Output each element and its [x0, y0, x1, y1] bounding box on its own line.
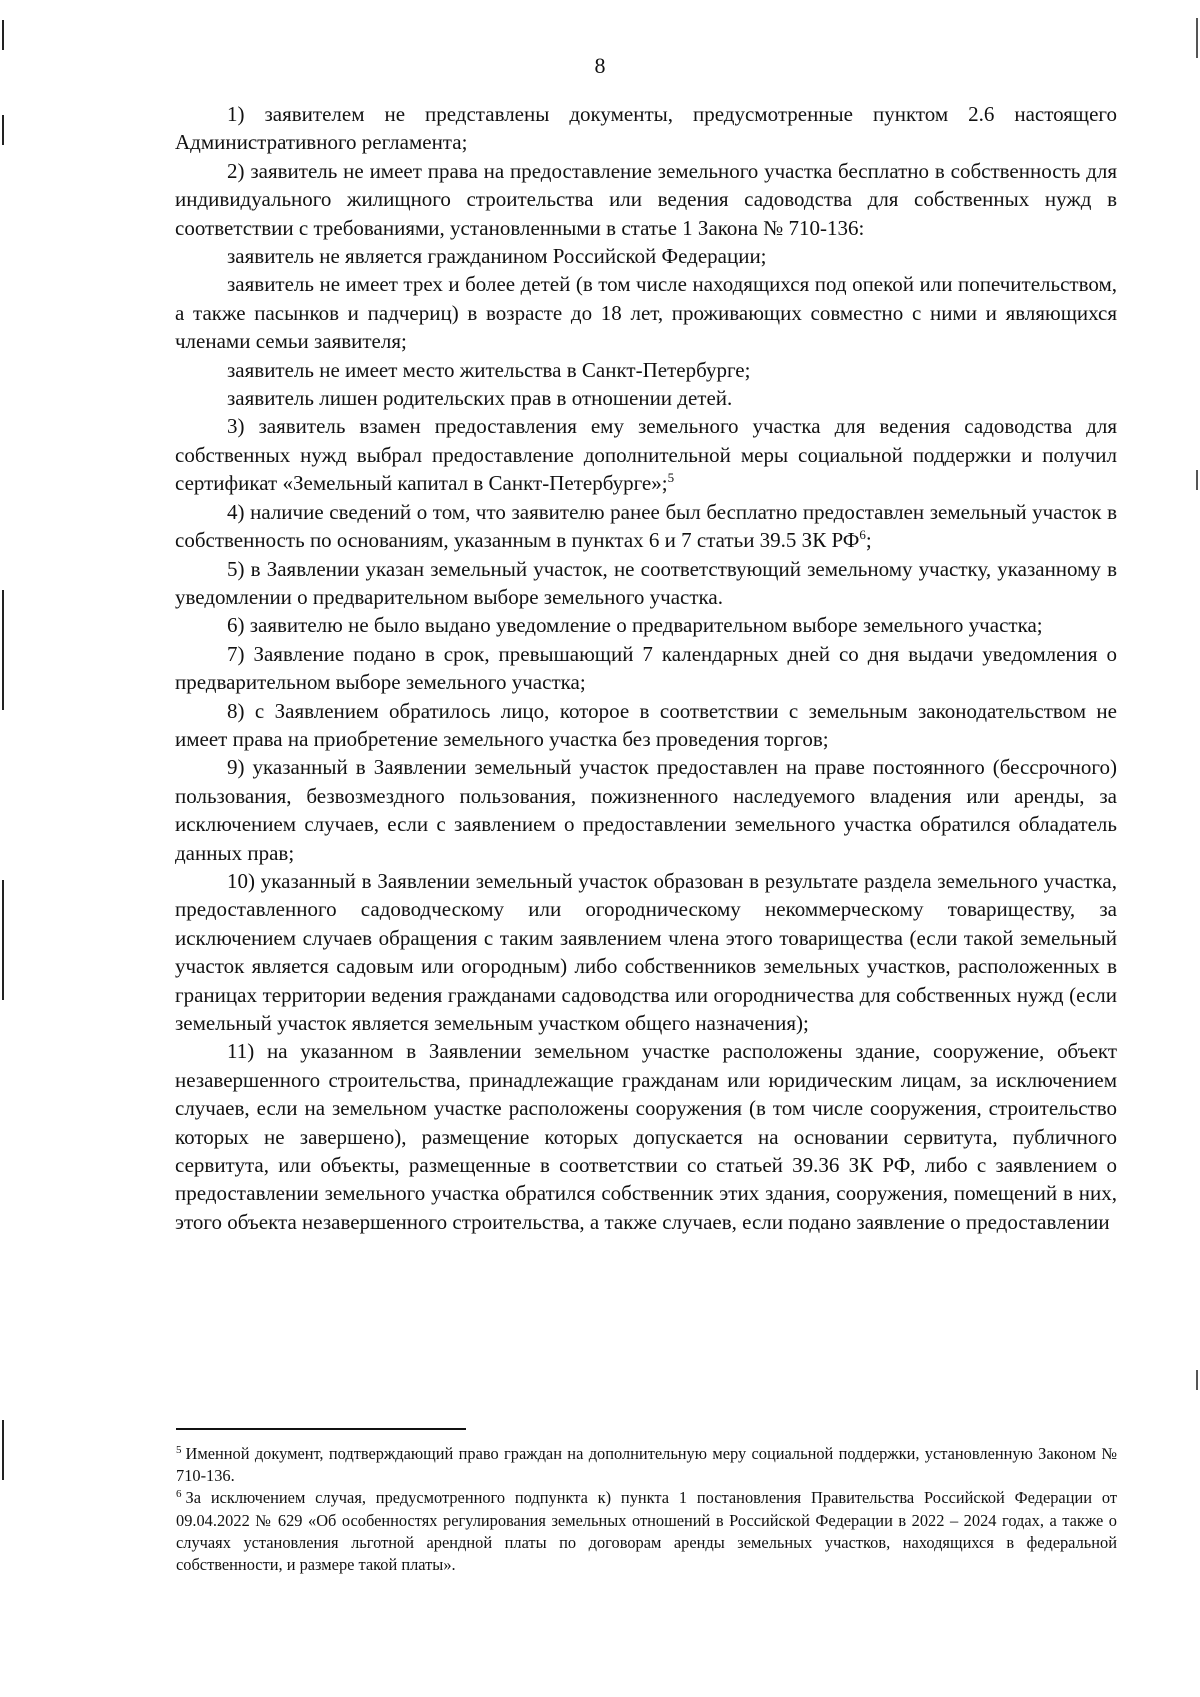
- paragraph: 1) заявителем не представлены документы, предусмотренные пунктом 2.6 настоящего Административного регламента;: [175, 102, 1117, 155]
- paragraph: [175, 498, 1117, 555]
- paragraph: заявитель лишен родительских прав в отношении детей.: [227, 386, 733, 411]
- paragraph: заявитель не имеет трех и более детей (в том числе находящихся под опекой или попечительством, а также пасынков и падчериц) в возрасте до 18 лет, проживающих совместно с ними и являющихся членами семьи заявителя;: [175, 272, 1117, 354]
- paragraph: 5) в Заявлении указан земельный участок, не соответствующий земельному участку, указанному в уведомлении о предварительном выборе земельного участка.: [175, 556, 1117, 609]
- footnote-divider: [176, 1428, 466, 1430]
- main-text: [175, 100, 1117, 1236]
- paragraph: 7) Заявление подано в срок, превышающий 7 календарных дней со дня выдачи уведомления о предварительном выборе земельного участка;: [175, 641, 1117, 695]
- paragraph: 11) на указанном в Заявлении земельном участке расположены здание, сооружение, объект незавершенного строительства, принадлежащие гражданам или юридическим лицам, за исключением случаев, если на земельном участке расположены сооружения (в том числе сооружения, строительство которых не завершено), размещение которых допускается на основании сервитута, публичного сервитута, или объекты, размещенные в соответствии со статьей 39.36 ЗК РФ, либо с заявлением о предоставлении земельного участка обратился собственник этих здания, сооружения, помещений в них, этого объекта незавершенного строительства, а также случаев, если подано заявление о предоставлении: [175, 1039, 1117, 1234]
- paragraph-text: 4) наличие сведений о том, что заявителю ранее был бесплатно предоставлен земельный участок в собственность по основаниям, указанным в пунктах 6 и 7 статьи 39.5 ЗК РФ: [175, 499, 1117, 553]
- footnote-text: Именной документ, подтверждающий право граждан на дополнительную меру социальной поддержки, установленную Законом № 710-136.: [176, 1444, 1117, 1486]
- scan-edge-mark: [2, 115, 4, 145]
- paragraph: 9) указанный в Заявлении земельный участок предоставлен на праве постоянного (бессрочного) пользования, безвозмездного пользования, пожизненного наследуемого владения или аренды, за исключением случаев, если с заявлением о предоставлении земельного участка обратился обладатель данных прав;: [175, 755, 1117, 865]
- paragraph: 6) заявителю не было выдано уведомление о предварительном выборе земельного участка;: [227, 613, 1043, 638]
- paragraph-tail: ;: [865, 528, 872, 553]
- paragraph: [175, 412, 1117, 497]
- paragraph: заявитель не является гражданином Российской Федерации;: [227, 244, 767, 269]
- page-number: 8: [594, 53, 606, 78]
- footnote: [176, 1487, 1117, 1576]
- footnote-ref[interactable]: 5: [667, 470, 675, 486]
- paragraph: 2) заявитель не имеет права на предоставление земельного участка бесплатно в собственность для индивидуального жилищного строительства или ведения садоводства для собственных нужд в соответствии с требованиями, установленными в статье 1 Закона № 710-136:: [175, 158, 1117, 240]
- scan-edge-mark: [2, 20, 4, 50]
- footnote: [176, 1443, 1117, 1487]
- footnotes: [176, 1443, 1117, 1576]
- paragraph: заявитель не имеет место жительства в Санкт-Петербурге;: [227, 357, 751, 382]
- paragraph: 8) с Заявлением обратилось лицо, которое в соответствии с земельным законодательством не имеет права на приобретение земельного участка без проведения торгов;: [175, 698, 1117, 751]
- footnote-text: За исключением случая, предусмотренного подпункта к) пункта 1 постановления Правительства Российской Федерации от 09.04.2022 № 629 «Об особенностях регулирования земельных отношений в Российской Федерации в 2022 – 2024 годах, а также о случаях установления льготной арендной платы по договорам аренды земельных участков, находящихся в федеральной собственности, и размере такой платы».: [176, 1488, 1117, 1575]
- scan-edge-mark: [1196, 1370, 1198, 1390]
- footnote-ref[interactable]: 6: [859, 527, 866, 543]
- scan-edge-mark: [1196, 470, 1198, 490]
- scan-edge-mark: [2, 880, 4, 1000]
- footnote-mark: 5: [176, 1443, 182, 1456]
- scan-edge-mark: [2, 590, 4, 710]
- paragraph-text: 3) заявитель взамен предоставления ему земельного участка для ведения садоводства для собственных нужд выбрал предоставление дополнительной меры социальной поддержки и получил сертификат «Земельный капитал в Санкт-Петербурге»;: [175, 414, 1117, 496]
- paragraph: 10) указанный в Заявлении земельный участок образован в результате раздела земельного участка, предоставленного садоводческому или огородническому некоммерческому товариществу, за исключением случаев обращения с таким заявлением члена этого товарищества (если такой земельный участок является садовым или огородным) либо собственников земельных участков, расположенных в границах территории ведения гражданами садоводства или огородничества для собственных нужд (если земельный участок является земельным участком общего назначения);: [175, 868, 1117, 1035]
- scan-edge-mark: [2, 1420, 4, 1480]
- footnote-mark: 6: [176, 1487, 182, 1500]
